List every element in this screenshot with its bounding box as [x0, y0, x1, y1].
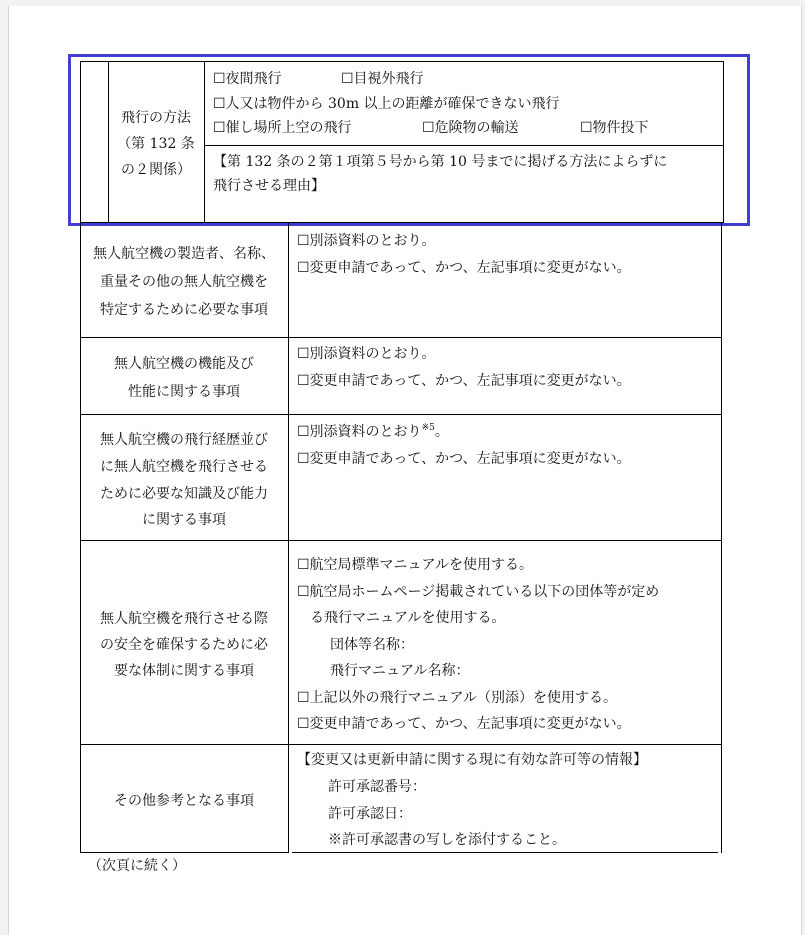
flight-method-label: 飛行の方法	[121, 110, 191, 126]
checkbox-distance-30m[interactable]: ☐人又は物件から 30m 以上の距離が確保できない飛行	[213, 96, 560, 112]
permit-date-label: 許可承認日：	[328, 806, 412, 822]
checkbox-hazardous-transport[interactable]: ☐危険物の輸送	[422, 120, 519, 136]
checkbox-beyond-visual[interactable]: ☐目視外飛行	[341, 71, 424, 87]
flight-method-label: （第 132 条	[117, 136, 195, 152]
row-label: 無人航空機の飛行経歴並び	[100, 432, 268, 448]
table-rule	[292, 852, 718, 853]
checkbox-attached-docs[interactable]: ☐別添資料のとおり。	[297, 346, 436, 362]
checkbox-attached-docs[interactable]: ☐別添資料のとおり。	[297, 233, 436, 249]
selection-highlight-box	[68, 54, 750, 226]
continued-note: （次頁に続く）	[88, 858, 186, 874]
row-label: に関する事項	[142, 512, 226, 528]
table-rule	[80, 744, 722, 745]
checkbox-no-change[interactable]: ☐変更申請であって、かつ、左記事項に変更がない。	[297, 373, 631, 389]
reason-heading: 【第 132 条の２第１項第５号から第 10 号までに掲げる方法によらずに	[213, 154, 668, 170]
row-label: 無人航空機の製造者、名称、	[93, 246, 275, 262]
table-rule	[80, 540, 722, 541]
table-rule	[721, 222, 722, 853]
checkbox-org-manual[interactable]: ☐航空局ホームページ掲載されている以下の団体等が定め	[297, 584, 660, 600]
checkbox-standard-manual[interactable]: ☐航空局標準マニュアルを使用する。	[297, 557, 533, 573]
row-label: 重量その他の無人航空機を	[100, 274, 268, 290]
row-label: 要な体制に関する事項	[114, 663, 254, 679]
reason-heading: 飛行させる理由】	[213, 178, 325, 194]
checkbox-no-change[interactable]: ☐変更申請であって、かつ、左記事項に変更がない。	[297, 260, 631, 276]
row-label: 特定するために必要な事項	[100, 302, 268, 318]
permit-info-heading: 【変更又は更新申請に関する現に有効な許可等の情報】	[297, 752, 647, 768]
option-text-continued: る飛行マニュアルを使用する。	[310, 610, 506, 626]
checkbox-event-airspace[interactable]: ☐催し場所上空の飛行	[213, 120, 352, 136]
checkbox-object-drop[interactable]: ☐物件投下	[580, 120, 649, 136]
row-label: の安全を確保するために必	[100, 637, 268, 653]
checkbox-night-flight[interactable]: ☐夜間飛行	[213, 71, 282, 87]
checkbox-other-manual[interactable]: ☐上記以外の飛行マニュアル（別添）を使用する。	[297, 690, 617, 706]
footnote-ref: ※5	[421, 423, 435, 433]
row-label: に無人航空機を飛行させる	[100, 459, 268, 475]
row-label: 無人航空機を飛行させる際	[100, 611, 268, 627]
table-rule	[80, 852, 288, 853]
row-label: ために必要な知識及び能力	[100, 486, 268, 502]
manual-name-field-label: 飛行マニュアル名称：	[330, 663, 470, 679]
checkbox-no-change[interactable]: ☐変更申請であって、かつ、左記事項に変更がない。	[297, 451, 631, 467]
row-label: 無人航空機の機能及び	[114, 356, 254, 372]
option-text-end: 。	[434, 424, 449, 440]
checkbox-attached-docs[interactable]	[297, 424, 449, 440]
checkbox-no-change[interactable]: ☐変更申請であって、かつ、左記事項に変更がない。	[297, 716, 631, 732]
row-label: その他参考となる事項	[114, 793, 254, 809]
option-text: ☐別添資料のとおり	[297, 424, 422, 440]
org-name-field-label: 団体等名称：	[330, 637, 414, 653]
table-rule	[80, 222, 81, 853]
flight-method-label: の２関係）	[121, 162, 191, 178]
attachment-note: ※許可承認書の写しを添付すること。	[328, 832, 566, 848]
row-label: 性能に関する事項	[128, 384, 240, 400]
permit-number-label: 許可承認番号：	[328, 779, 426, 795]
table-rule	[80, 337, 722, 338]
table-rule	[80, 414, 722, 415]
table-rule	[288, 222, 289, 853]
